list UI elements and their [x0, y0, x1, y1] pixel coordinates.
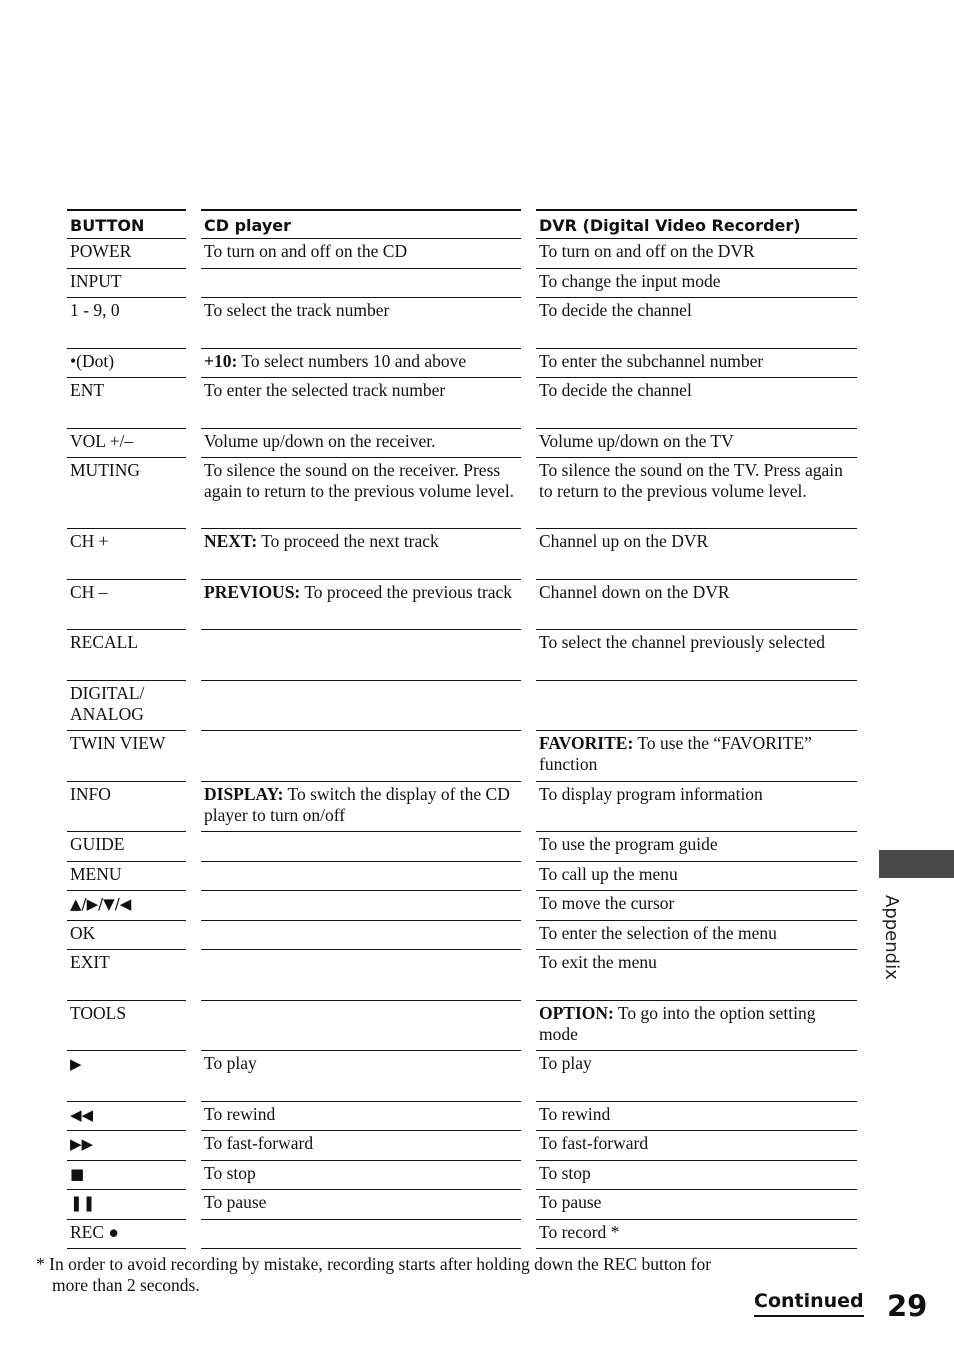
section-tab-marker: [879, 850, 954, 878]
button-name-cell: [67, 950, 186, 1001]
cd-function-cell: [201, 429, 521, 459]
button-name-cell: [67, 349, 186, 379]
cd-function-text: To silence the sound on the receiver. Press again to return to the previous volume level.: [204, 460, 515, 501]
dvr-function-text: To play: [539, 1053, 592, 1073]
dvr-function-cell: [536, 458, 857, 529]
button-name: ◀◀: [70, 1105, 94, 1124]
dvr-function-keyword: OPTION:: [539, 1002, 614, 1023]
dvr-function-text: To fast-forward: [539, 1133, 649, 1153]
cd-function-cell: [201, 239, 521, 269]
button-name: EXIT: [70, 952, 110, 972]
dvr-function-text: To enter the subchannel number: [539, 350, 764, 371]
table-row: [67, 630, 857, 681]
button-name-cell: [67, 1131, 186, 1161]
button-name-cell: [67, 458, 186, 529]
button-name-cell: [67, 298, 186, 349]
table-row: [67, 1102, 857, 1132]
cd-function-keyword: PREVIOUS:: [204, 581, 301, 602]
dvr-function-cell: [536, 1051, 857, 1102]
cd-function-text: To turn on and off on the CD: [204, 241, 408, 261]
cd-function-cell: [201, 269, 521, 299]
button-name: ■: [70, 1164, 85, 1183]
cd-function-cell: [201, 950, 521, 1001]
button-name: CH +: [70, 531, 109, 551]
cd-function-text: Volume up/down on the receiver.: [204, 430, 436, 451]
dvr-function-cell: [536, 630, 857, 681]
cd-function-cell: [201, 630, 521, 681]
dvr-function-text: Channel down on the DVR: [539, 581, 730, 602]
button-name-cell: [67, 1161, 186, 1191]
button-name: INPUT: [70, 270, 122, 291]
button-name: INFO: [70, 783, 111, 804]
dvr-function-cell: [536, 298, 857, 349]
button-name: TWIN VIEW: [70, 733, 166, 753]
button-name-cell: [67, 529, 186, 580]
cd-function-text: To stop: [204, 1162, 256, 1183]
cd-function-cell: [201, 378, 521, 429]
dvr-function-text: To rewind: [539, 1103, 611, 1124]
dvr-function-cell: [536, 1131, 857, 1161]
table-row: [67, 921, 857, 951]
table-row: [67, 1220, 857, 1250]
button-name: OK: [70, 922, 96, 943]
button-function-table: [67, 209, 857, 1249]
dvr-function-text: To move the cursor: [539, 893, 675, 913]
button-name-cell: [67, 731, 186, 782]
button-name: •(Dot): [70, 350, 115, 371]
continued-label: Continued: [754, 1290, 864, 1317]
dvr-function-text: To enter the selection of the menu: [539, 922, 777, 943]
table-row: [67, 580, 857, 631]
footnote-line-1: * In order to avoid recording by mistake, recording starts after holding down the REC button for: [36, 1254, 712, 1274]
button-name: MUTING: [70, 460, 140, 480]
cd-function-cell: [201, 580, 521, 631]
table-row: [67, 269, 857, 299]
table-row: [67, 891, 857, 921]
button-function-table-container: [67, 209, 857, 1249]
header-button: BUTTON: [67, 209, 186, 239]
table-row: [67, 782, 857, 833]
button-name: ENT: [70, 380, 105, 400]
button-name: ▶▶: [70, 1135, 94, 1153]
table-row: [67, 681, 857, 732]
cd-function-text: To pause: [204, 1192, 267, 1212]
button-name-cell: [67, 681, 186, 732]
button-name-cell: [67, 862, 186, 892]
cd-function-cell: [201, 862, 521, 892]
table-row: [67, 349, 857, 379]
dvr-function-keyword: FAVORITE:: [539, 733, 634, 753]
cd-function-text: To proceed the next track: [257, 531, 439, 551]
table-row: [67, 1161, 857, 1191]
cd-function-cell: [201, 1001, 521, 1052]
dvr-function-cell: [536, 1161, 857, 1191]
cd-function-text: To switch the display of the CD player to turn on/off: [204, 783, 510, 825]
dvr-function-cell: [536, 580, 857, 631]
dvr-function-text: To select the channel previously selected: [539, 632, 825, 652]
table-row: [67, 1001, 857, 1052]
button-name: CH –: [70, 581, 108, 602]
table-row: [67, 429, 857, 459]
dvr-function-text: To exit the menu: [539, 952, 657, 972]
button-name: TOOLS: [70, 1002, 127, 1023]
dvr-function-cell: [536, 681, 857, 732]
dvr-function-cell: [536, 1190, 857, 1220]
page-number: 29: [887, 1289, 928, 1323]
button-name: ❚❚: [70, 1194, 96, 1212]
cd-function-keyword: DISPLAY:: [204, 783, 284, 804]
table-row: [67, 950, 857, 1001]
cd-function-cell: [201, 1190, 521, 1220]
table-row: [67, 1190, 857, 1220]
cd-function-cell: [201, 832, 521, 862]
button-name-cell: [67, 891, 186, 921]
dvr-function-text: To decide the channel: [539, 300, 692, 320]
dvr-function-text: To change the input mode: [539, 270, 721, 291]
cd-function-cell: [201, 891, 521, 921]
dvr-function-text: To display program information: [539, 783, 763, 804]
footnote-line-2: more than 2 seconds.: [52, 1275, 200, 1295]
dvr-function-cell: [536, 1102, 857, 1132]
button-name-cell: [67, 429, 186, 459]
table-row: [67, 458, 857, 529]
cd-function-text: To enter the selected track number: [204, 380, 446, 400]
dvr-function-text: To stop: [539, 1162, 591, 1183]
button-name-cell: [67, 378, 186, 429]
dvr-function-cell: [536, 429, 857, 459]
button-name: ▲/▶/▼/◀: [70, 895, 132, 913]
dvr-function-cell: [536, 862, 857, 892]
dvr-function-cell: [536, 950, 857, 1001]
cd-function-text: To proceed the previous track: [300, 581, 513, 602]
cd-function-cell: [201, 458, 521, 529]
header-cd-player: CD player: [201, 209, 521, 239]
table-row: [67, 239, 857, 269]
cd-function-cell: [201, 921, 521, 951]
button-name-cell: [67, 1051, 186, 1102]
dvr-function-text: To record *: [539, 1221, 620, 1242]
button-name-cell: [67, 1001, 186, 1052]
header-dvr: DVR (Digital Video Recorder): [536, 209, 857, 239]
button-name-cell: [67, 782, 186, 833]
table-row: [67, 529, 857, 580]
dvr-function-cell: [536, 239, 857, 269]
cd-function-cell: [201, 1051, 521, 1102]
cd-function-cell: [201, 681, 521, 732]
button-name: GUIDE: [70, 834, 125, 854]
cd-function-cell: [201, 731, 521, 782]
button-name: RECALL: [70, 632, 139, 652]
button-name: ▶: [70, 1055, 82, 1073]
button-name: REC ●: [70, 1221, 119, 1242]
button-name-cell: [67, 239, 186, 269]
table-row: [67, 298, 857, 349]
dvr-function-cell: [536, 731, 857, 782]
button-name-cell: [67, 1220, 186, 1250]
dvr-function-text: To pause: [539, 1192, 602, 1212]
cd-function-text: To fast-forward: [204, 1133, 314, 1153]
button-name-cell: [67, 1102, 186, 1132]
table-row: [67, 1051, 857, 1102]
dvr-function-cell: [536, 1001, 857, 1052]
footnote: [36, 1254, 836, 1296]
cd-function-text: To select the track number: [204, 300, 390, 320]
dvr-function-cell: [536, 891, 857, 921]
button-name-cell: [67, 580, 186, 631]
button-name-cell: [67, 832, 186, 862]
table-header-row: [67, 209, 857, 239]
dvr-function-cell: [536, 349, 857, 379]
cd-function-cell: [201, 529, 521, 580]
dvr-function-text: To go into the option setting mode: [539, 1002, 816, 1044]
cd-function-text: To play: [204, 1053, 257, 1073]
dvr-function-cell: [536, 832, 857, 862]
cd-function-cell: [201, 349, 521, 379]
cd-function-cell: [201, 1220, 521, 1250]
dvr-function-text: To decide the channel: [539, 380, 692, 400]
dvr-function-text: Channel up on the DVR: [539, 531, 709, 551]
cd-function-cell: [201, 1102, 521, 1132]
dvr-function-text: To use the program guide: [539, 834, 718, 854]
dvr-function-text: To silence the sound on the TV. Press again to return to the previous volume level.: [539, 460, 843, 501]
table-row: [67, 832, 857, 862]
dvr-function-cell: [536, 921, 857, 951]
cd-function-text: To select numbers 10 and above: [237, 350, 467, 371]
cd-function-cell: [201, 1131, 521, 1161]
table-row: [67, 731, 857, 782]
dvr-function-text: To use the “FAVORITE” function: [539, 733, 812, 774]
cd-function-keyword: NEXT:: [204, 531, 258, 551]
cd-function-keyword: +10:: [204, 350, 238, 371]
cd-function-cell: [201, 1161, 521, 1191]
dvr-function-text: Volume up/down on the TV: [539, 430, 734, 451]
button-name: POWER: [70, 241, 132, 261]
button-name: MENU: [70, 863, 122, 884]
table-row: [67, 862, 857, 892]
dvr-function-cell: [536, 378, 857, 429]
dvr-function-text: To turn on and off on the DVR: [539, 241, 755, 261]
dvr-function-cell: [536, 269, 857, 299]
dvr-function-text: To call up the menu: [539, 863, 678, 884]
cd-function-text: To rewind: [204, 1103, 276, 1124]
dvr-function-cell: [536, 1220, 857, 1250]
button-name-cell: [67, 921, 186, 951]
dvr-function-cell: [536, 529, 857, 580]
table-row: [67, 378, 857, 429]
button-name-cell: [67, 1190, 186, 1220]
button-name-cell: [67, 630, 186, 681]
cd-function-cell: [201, 298, 521, 349]
button-name: DIGITAL/ ANALOG: [70, 682, 145, 724]
table-row: [67, 1131, 857, 1161]
section-label: Appendix: [881, 895, 902, 980]
cd-function-cell: [201, 782, 521, 833]
button-name-cell: [67, 269, 186, 299]
dvr-function-cell: [536, 782, 857, 833]
button-name: 1 - 9, 0: [70, 300, 120, 320]
button-name: VOL +/–: [70, 430, 134, 451]
